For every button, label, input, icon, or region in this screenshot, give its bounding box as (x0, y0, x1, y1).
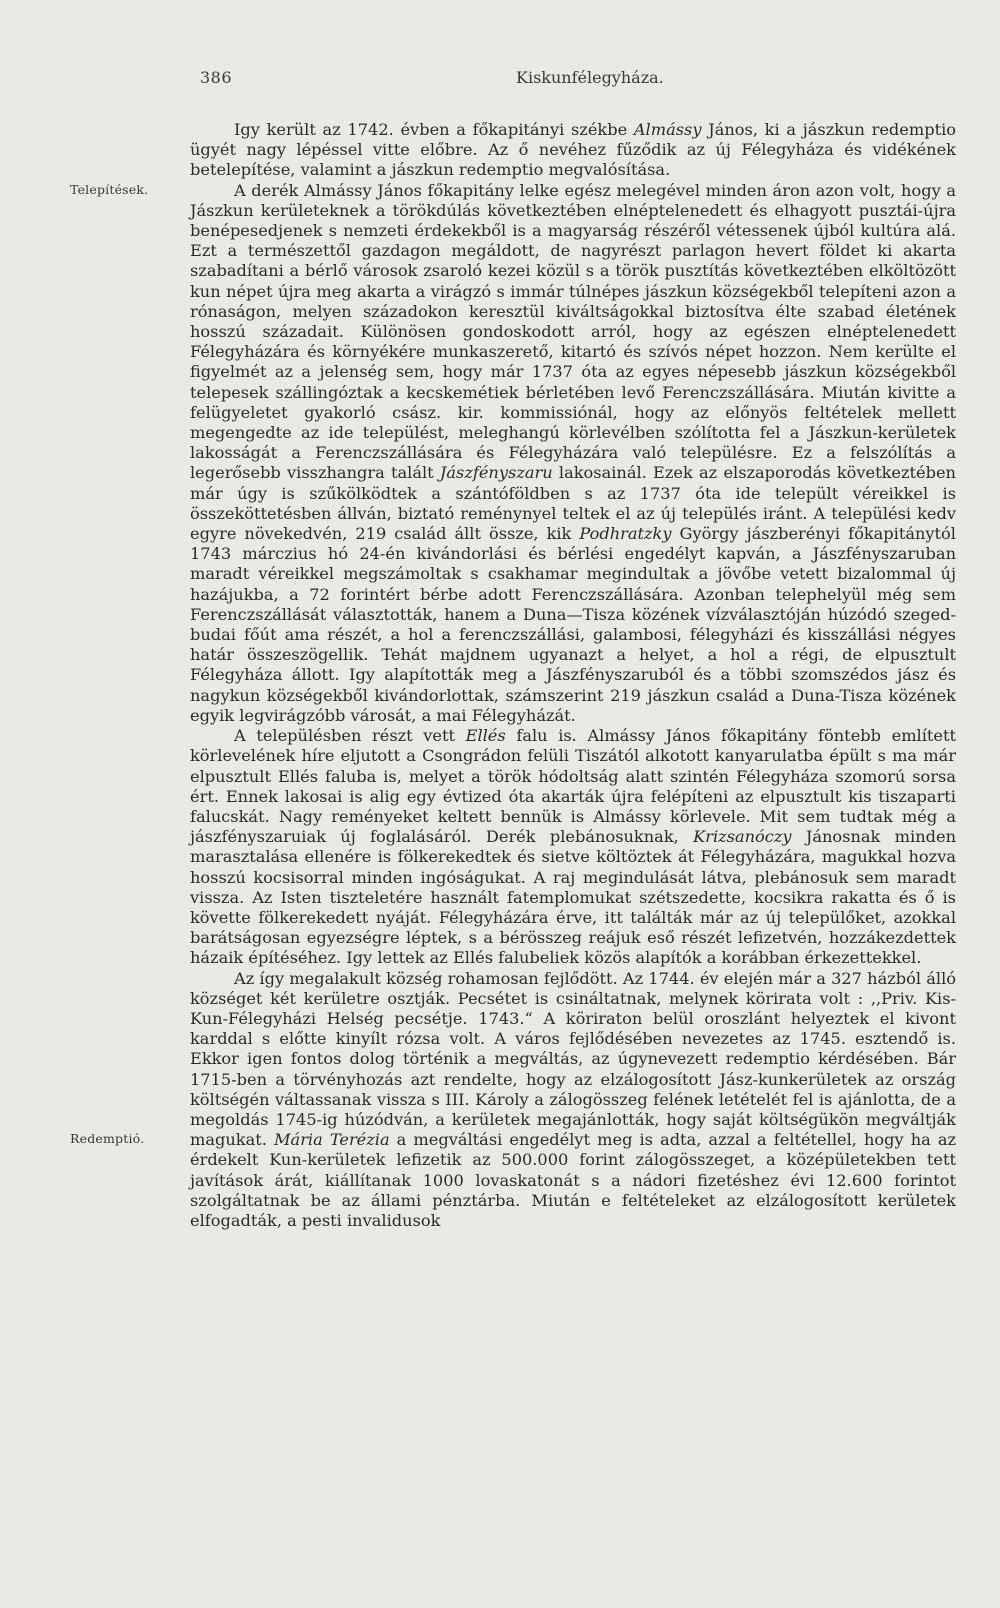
body-text (190, 120, 956, 1231)
text-run: A derék Almássy János főkapitány lelke egész melegével minden áron azon volt, hogy a Jászkun kerületeknek a törökdúlás következtében elnéptelenedett és elhagyott pusztái-újra benépesedjenek s nemzeti érdekekből is a magyarság részéről vétessenek újból kultúra alá. Ezt a természettől gazdagon megáldott, de nagyrészt parlagon hevert földet ki akarta szabadítani a bérlő városok zsaroló kezei közül s a török pusztítás következtében elköltözött kun népet újra meg akarta a virágzó s immár túlnépes jászkun községekből telepíteni azon a rónaságon, melyen századokon keresztül kiváltságokkal biztosítva élte szabad életének hosszú századait. Különösen gondoskodott arról, hogy az egészen elnéptelenedett Félegyházára és környékére munkaszerető, kitartó és szívós népet hozzon. Nem kerülte el figyelmét az a jelenség sem, hogy már 1737 óta az egyes népesebb jászkun községekből telepesek szállingóztak a kecskemétiek bérletében levő Ferenczszállására. Miután kivitte a felügyeletet gyakorló csász. kir. kommissiónál, hogy az előnyös feltételek mellett megengedte az ide települést, meleghangú körlevélben szólította fel a Jászkun-kerületek lakosságát a Ferenczszállására és Félegyházára való településre. Ez a felszólítás a legerősebb visszhangra talált (190, 180, 956, 483)
name-podhratzky: Podhratzky (579, 524, 672, 544)
text-run: György jászberényi főkapitánytól 1743 márczius hó 24-én kivándorlási és bérlési engedélyt kapván, a Jászfényszaruban maradt véreikkel megszámoltak s csakhamar megindultak a jövőbe vetett bizalommal új hazájukba, a 72 forintért bérbe adott Ferenczszállására. Azonban telephelyül még sem Ferenczszállását választották, hanem a Duna—Tisza közének vízválasztóján húzódó szeged-budai főút ama részét, a hol a ferenczszállási, galambosi, félegyházi és kisszállási négyes határ összeszögellik. Tehát majdnem ugyanazt a helyet, a hol a régi, de elpusztult Félegyháza állott. Igy alapították meg a Jászfényszaruból és a többi szomszédos jász és nagykun községekből kivándorlottak, számszerint 219 jászkun család a Duna-Tisza közének egyik legvirágzóbb városát, a mai Félegyházát. (190, 524, 956, 725)
text-run: a megváltási engedélyt meg is adta, azzal a feltétellel, hogy ha az érdekelt Kun-kerületek lefizetik az 500.000 forint zálogösszeget, a középületekben tett javítások árát, kiállítanak 1000 lovaskatonát s a nádori fizetéshez évi 12.600 forintot szolgáltatnak be az állami pénztárba. Miután e feltételeket az elzálogosított kerületek elfogadták, a pesti invalidusok (190, 1130, 957, 1230)
text-run: falu is. Almássy János főkapitány föntebb említett körlevelének híre eljutott a Csongrádon felüli Tiszától alkotott kanyarulatba épült s ma már elpusztult Ellés faluba is, melyet a török hódoltság alatt szintén Félegyháza szomorú sorsa ért. Ennek lakosai is alig egy évtized óta akarták újra felépíteni az elpusztult kis tiszaparti falucskát. Nagy reményeket keltett bennük is Almássy körlevele. Mit sem tudtak még a jászfényszaruiak új foglalásáról. Derék plebánosuknak, (190, 726, 956, 847)
page-header (200, 68, 965, 98)
name-almassy: Almássy (633, 120, 702, 139)
name-jaszfenyszaru: Jászfényszaru (439, 463, 553, 483)
text-run: A településben részt vett (234, 726, 466, 746)
running-title: Kiskunfélegyháza. (516, 68, 664, 87)
paragraph-1 (190, 120, 956, 181)
margin-note-redemptio: Redemptió. (70, 1131, 145, 1146)
text-run: Jánosnak minden marasztalása ellenére is fölkerekedtek és sietve költöztek át Félegyházára, magukkal hozva hosszú kocsisorral minden ingóságukat. A raj megindulását látva, plebánosuk sem maradt vissza. Az Isten tiszteletére használt fatemplomukat szétszedette, kocsikra rakatta és ő is követte fölkerekedett nyáját. Félegyházára érve, itt találták már az új települőket, azokkal barátságosan egyezségre léptek, s a bérösszeg reájuk eső részét lefizetvén, hozzákezdettek házaik építéséhez. Igy lettek az Ellés falubeliek közös alapítók a korábban érkezettekkel. (190, 827, 956, 968)
paragraph-4 (190, 969, 956, 1232)
margin-note-telepitesek: Telepítések. (70, 182, 149, 197)
paragraph-3 (190, 726, 956, 968)
paragraph-2 (190, 181, 956, 726)
text-run: Igy került az 1742. évben a főkapitányi székbe (234, 120, 634, 139)
text-run: lakosainál. Ezek az elszaporodás következtében már úgy is szűkölködtek a szántóföldben s az 1737 óta ide települt véreikkel is összeköttetésben állván, biztató reménynyel teltek el az új település iránt. A települési kedv egyre növekedvén, 219 család állt össze, kik (190, 463, 956, 544)
name-elles: Ellés (465, 726, 506, 746)
page-number: 386 (200, 68, 233, 87)
name-krizsanoczy: Krizsanóczy (693, 827, 792, 847)
text-run: János, ki a jászkun redemptio ügyét nagy lépéssel vitte előbre. Az ő nevéhez fűződik az új Félegyháza és vidékének betelepítése, valamint a jászkun redemptio megvalósítása. (190, 120, 956, 180)
name-maria-terezia: Mária Terézia (273, 1130, 390, 1150)
text-run: Az így megalakult község rohamosan fejlődött. Az 1744. év elején már a 327 házból álló községet két kerületre osztják. Pecsétet is csináltatnak, melynek körirata volt : ,,Priv. Kis-Kun-Félegyházi Helség pecsétje. 1743.“ A köriraton belül oroszlánt helyeztek el kivont karddal s előtte kinyílt rózsa volt. A város fejlődésében nevezetes az 1745. esztendő is. Ekkor igen fontos dolog történik a megváltás, az úgynevezett redemptio kérdésében. Bár 1715-ben a törvényhozás azt rendelte, hogy az elzálogosított Jász-kunkerületek az ország költségén váltassanak vissza s III. Károly a zálogösszeg felének letételét fel is ajánlotta, de a megoldás 1745-ig húzódván, a kerületek megajánlották, hogy saját költségükön megváltják magukat. (190, 968, 956, 1150)
